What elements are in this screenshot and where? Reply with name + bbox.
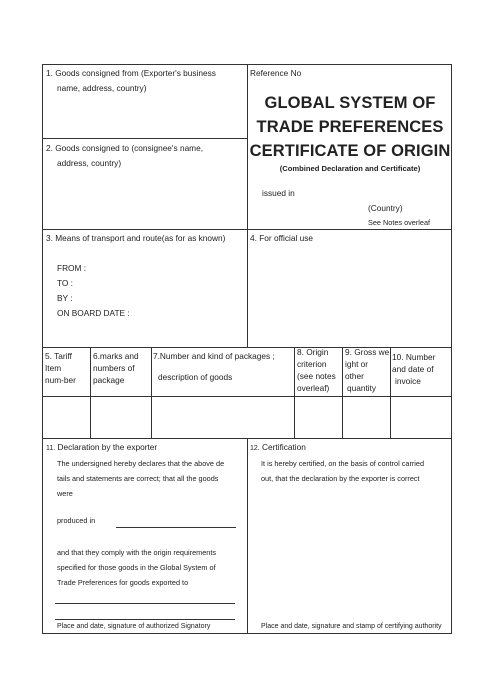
to-label: TO : — [57, 278, 73, 288]
box11-title-text: Declaration by the exporter — [57, 442, 158, 452]
box1-label-line1: 1. Goods consigned from (Exporter's business — [46, 68, 216, 78]
col-divider-8 — [294, 347, 295, 438]
box3-top-divider — [42, 229, 452, 230]
see-notes-label: See Notes overleaf — [368, 218, 431, 227]
col6-header — [93, 350, 139, 386]
col10-line: and date of — [392, 364, 434, 374]
box12-title — [250, 440, 306, 456]
from-label: FROM : — [57, 263, 87, 273]
col8-line: (see notes — [297, 371, 336, 381]
box12-paragraph — [261, 456, 424, 486]
col7-line: 7.Number and kind of packages ; — [153, 351, 275, 361]
box4-title: 4. For official use — [250, 233, 314, 243]
reference-label: Reference No — [250, 68, 302, 78]
exporter-signature-label: Place and date, signature of authorized Signatory — [57, 623, 211, 630]
box3-title: 3. Means of transport and route(as for as known) — [46, 233, 226, 243]
box11-title — [46, 440, 157, 456]
col7-header — [153, 350, 275, 383]
title-line1: GLOBAL SYSTEM OF — [264, 94, 436, 112]
title-line2: TRADE PREFERENCES — [256, 118, 444, 136]
box11-number: 11. — [46, 445, 56, 452]
box11-p1-line: were — [57, 489, 73, 498]
produced-in-line[interactable] — [116, 527, 236, 528]
col10-line: invoice — [395, 376, 421, 386]
subtitle: (Combined Declaration and Certificate) — [279, 164, 421, 173]
box2-label-line1: 2. Goods consigned to (consignee's name, — [46, 143, 204, 153]
col7-line: description of goods — [158, 372, 233, 382]
on-board-date-label: ON BOARD DATE : — [57, 308, 130, 318]
exporter-line-2[interactable] — [55, 619, 235, 620]
col8-line: criterion — [297, 359, 327, 369]
col8-header — [297, 346, 336, 394]
col9-header — [345, 346, 389, 394]
col6-line: 6.marks and — [93, 351, 139, 361]
col-divider-9 — [342, 347, 343, 438]
col9-line: 9. Gross we — [345, 347, 390, 357]
country-label: (Country) — [368, 203, 403, 213]
col9-line: quantity — [347, 383, 377, 393]
col8-line: overleaf) — [297, 383, 330, 393]
col10-header — [392, 351, 435, 387]
col-divider-7 — [151, 347, 152, 438]
box12-title-text: Certification — [262, 442, 306, 452]
box11-p1-line: The undersigned hereby declares that the above de — [57, 459, 225, 468]
box12-number: 12. — [250, 445, 260, 452]
certifier-signature-label: Place and date, signature and stamp of certifying authority — [261, 623, 442, 630]
col9-line: ight or — [345, 359, 369, 369]
produced-in-label: produced in — [57, 516, 96, 525]
col5-line: num-ber — [45, 375, 76, 385]
col8-line: 8. Origin — [297, 347, 329, 357]
col6-line: numbers of — [93, 363, 135, 373]
col5-line: Item — [45, 363, 62, 373]
title-line3: CERTIFICATE OF ORIGIN — [249, 142, 451, 160]
col9-line: other — [345, 371, 364, 381]
box11-paragraph2 — [57, 545, 216, 590]
col5-line: 5. Tariff — [45, 351, 72, 361]
box11-p1-line: tails and statements are correct; that all the goods — [57, 474, 219, 483]
footer-divider — [247, 438, 248, 634]
box1-divider — [42, 138, 247, 139]
col-divider-10 — [390, 347, 391, 438]
box12-p1-line: out, that the declaration by the exporter is correct — [261, 474, 420, 483]
col6-line: package — [93, 375, 125, 385]
box11-p2-line: specified for those goods in the Global System of — [57, 563, 216, 572]
col5-header — [45, 350, 76, 386]
box11-paragraph1 — [57, 456, 224, 501]
box1-label-line2: name, address, country) — [57, 83, 147, 93]
box2-label-line2: address, country) — [57, 158, 122, 168]
issued-in-label: issued in — [262, 188, 295, 198]
by-label: BY : — [57, 293, 73, 303]
box12-p1-line: It is hereby certified, on the basis of control carried — [261, 459, 425, 468]
box11-p2-line: and that they comply with the origin requirements — [57, 548, 216, 557]
col-divider-6 — [90, 347, 91, 438]
box11-p2-line: Trade Preferences for goods exported to — [57, 578, 189, 587]
col10-line: 10. Number — [392, 352, 436, 362]
exporter-line-1[interactable] — [55, 603, 235, 604]
